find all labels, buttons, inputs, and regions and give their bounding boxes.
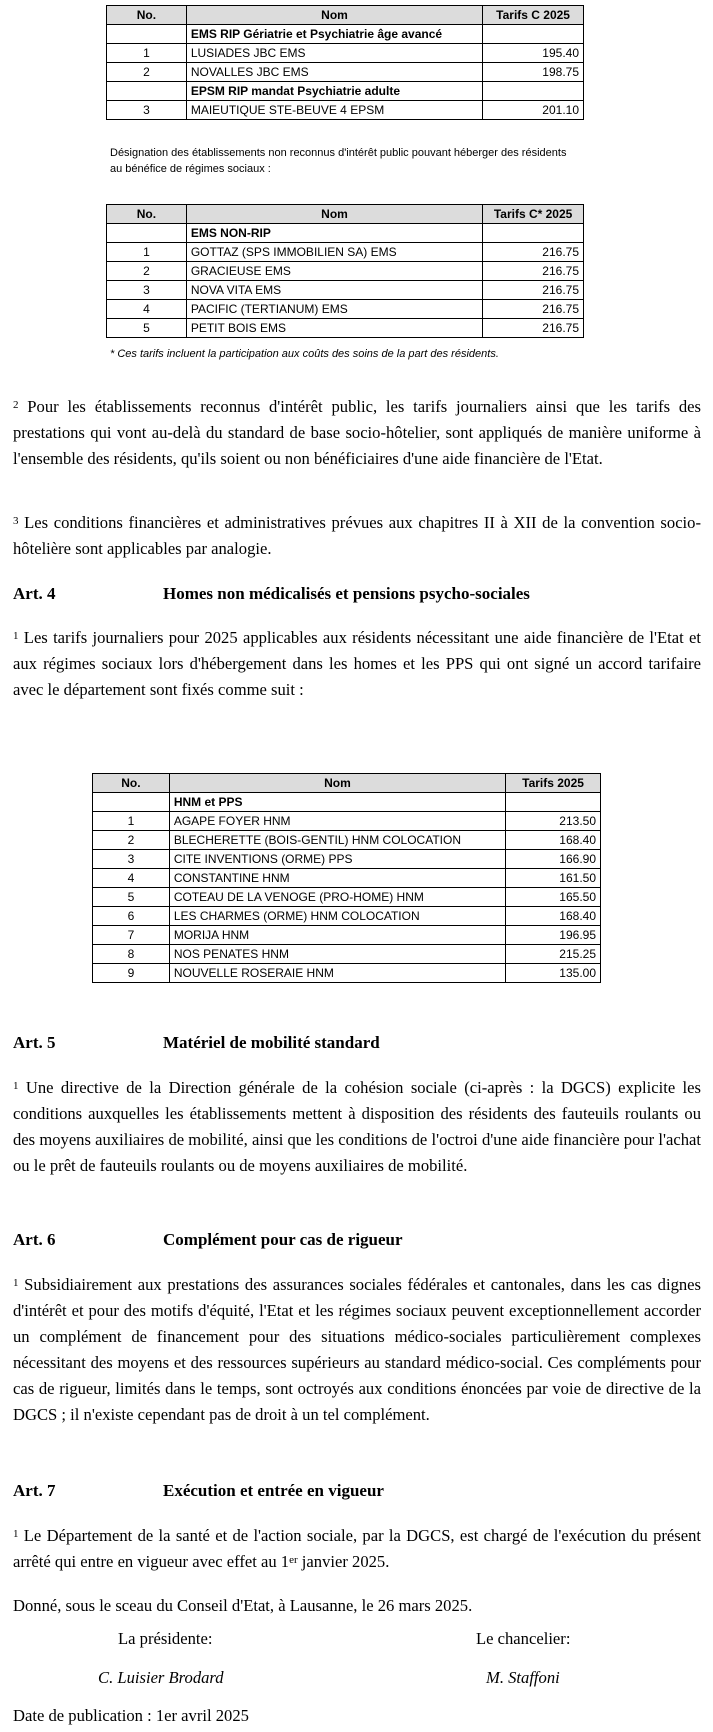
col-rate: Tarifs 2025	[506, 774, 601, 793]
table-row: 8 NOS PENATES HNM 215.25	[93, 945, 601, 964]
col-no: No.	[93, 774, 170, 793]
designation-note: Désignation des établissements non reconnus d'intérêt public pouvant héberger des résidents au bénéfice de régimes sociaux :	[110, 147, 567, 175]
ordinal-suffix: er	[289, 1554, 298, 1566]
article-title: Complément pour cas de rigueur	[163, 1230, 403, 1249]
hnm-pps-tariff-table	[92, 773, 601, 983]
article-6-paragraph-1: $^1$ Subsidiairement aux prestations des assurances sociales fédérales et cantonales, dans les cas dignes d'intérêt et pour des motifs d'équité, l'Etat et les régimes sociaux peuvent exceptionnellement accorder un complément de financement pour des situations médico-sociales particulièrement complexes nécessitant des moyens et des ressources supérieurs au standard médico-social. Ces compléments pour cas de rigueur, limités dans le temps, sont octroyés aux conditions énoncées par voie de directive de la DGCS ; il n'existe cependant pas de droit à un tel complément.	[13, 1275, 701, 1424]
table-footnote: * Ces tarifs incluent la participation aux coûts des soins de la part des résidents.	[110, 348, 499, 360]
col-rate: Tarifs C* 2025	[483, 205, 584, 224]
given-under-seal: Donné, sous le sceau du Conseil d'Etat, à Lausanne, le 26 mars 2025.	[13, 1596, 473, 1615]
table-row: 7 MORIJA HNM 196.95	[93, 926, 601, 945]
alinea-number: 1	[13, 1080, 19, 1092]
alinea-number: 3	[13, 515, 19, 527]
col-name: Nom	[186, 6, 482, 25]
signatory-left-name: C. Luisier Brodard	[98, 1668, 224, 1687]
col-no: No.	[107, 6, 187, 25]
article-7-paragraph-1: $^1$ Le Département de la santé et de l'action sociale, par la DGCS, est chargé de l'exécution du présent arrêté qui entre en vigueur avec effet au 1er janvier 2025.	[13, 1526, 701, 1571]
article-4-paragraph-1: $^1$ Les tarifs journaliers pour 2025 applicables aux résidents nécessitant une aide financière de l'Etat et aux régimes sociaux lors d'hébergement dans les homes et les PPS qui ont signé un accord tarifaire avec le département sont fixés comme suit :	[13, 628, 701, 699]
group-title: HNM et PPS	[169, 793, 505, 812]
alinea-number: 1	[13, 630, 19, 642]
table-row: 9 NOUVELLE ROSERAIE HNM 135.00	[93, 964, 601, 983]
table-row: 2 BLECHERETTE (BOIS-GENTIL) HNM COLOCATION 168.40	[93, 831, 601, 850]
signatory-left-role: La présidente:	[118, 1629, 213, 1648]
alinea-number: 1	[13, 1528, 19, 1540]
col-name: Nom	[169, 774, 505, 793]
table-row: 3 MAIEUTIQUE STE-BEUVE 4 EPSM 201.10	[107, 101, 584, 120]
paragraph-2: $^2$ Pour les établissements reconnus d'intérêt public, les tarifs journaliers ainsi que les tarifs des prestations qui vont au-delà du standard de base socio-hôtelier, sont appliqués de manière uniforme à l'ensemble des résidents, qu'ils soient ou non bénéficiaires d'une aide financière de l'Etat.	[13, 397, 701, 468]
alinea-number: 1	[13, 1277, 19, 1289]
article-title: Matériel de mobilité standard	[163, 1033, 380, 1052]
table-row: 3 CITE INVENTIONS (ORME) PPS 166.90	[93, 850, 601, 869]
article-number: Art. 4	[13, 584, 56, 603]
table-row: 2 GRACIEUSE EMS 216.75	[107, 262, 584, 281]
signatory-right-role: Le chancelier:	[476, 1629, 571, 1648]
table-row: 4 PACIFIC (TERTIANUM) EMS 216.75	[107, 300, 584, 319]
col-rate: Tarifs C 2025	[483, 6, 584, 25]
table-row: 5 COTEAU DE LA VENOGE (PRO-HOME) HNM 165.50	[93, 888, 601, 907]
article-number: Art. 6	[13, 1230, 56, 1249]
table-row: 1 LUSIADES JBC EMS 195.40	[107, 44, 584, 63]
table-row: 1 AGAPE FOYER HNM 213.50	[93, 812, 601, 831]
article-4-heading	[13, 584, 701, 608]
group-title: EMS NON-RIP	[186, 224, 482, 243]
table-row: 5 PETIT BOIS EMS 216.75	[107, 319, 584, 338]
article-number: Art. 7	[13, 1481, 56, 1500]
article-5-heading	[13, 1033, 701, 1057]
publication-date: Date de publication : 1er avril 2025	[13, 1706, 249, 1725]
article-6-heading	[13, 1230, 701, 1254]
table-row: 6 LES CHARMES (ORME) HNM COLOCATION 168.40	[93, 907, 601, 926]
rip-tariff-table	[106, 5, 584, 120]
col-no: No.	[107, 205, 187, 224]
table-row: 4 CONSTANTINE HNM 161.50	[93, 869, 601, 888]
alinea-number: 2	[13, 399, 19, 411]
signatory-right-name: M. Staffoni	[486, 1668, 560, 1687]
table-row: 1 GOTTAZ (SPS IMMOBILIEN SA) EMS 216.75	[107, 243, 584, 262]
paragraph-3: $^3$ Les conditions financières et administratives prévues aux chapitres II à XII de la convention socio- hôtelière sont applicables par analogie.	[13, 513, 701, 558]
article-title: Homes non médicalisés et pensions psycho-sociales	[163, 584, 530, 603]
group-title: EMS RIP Gériatrie et Psychiatrie âge avancé	[186, 25, 482, 44]
article-5-paragraph-1: $^1$ Une directive de la Direction générale de la cohésion sociale (ci-après : la DGCS) explicite les conditions auxquelles les établissements mettent à disposition des résidents des fauteuils roulants ou des moyens auxiliaires de mobilité, ainsi que les conditions de l'octroi d'une aide financière pour l'achat ou le prêt de fauteuils roulants ou de moyens auxiliaires de mobilité.	[13, 1078, 701, 1175]
group-title: EPSM RIP mandat Psychiatrie adulte	[186, 82, 482, 101]
article-number: Art. 5	[13, 1033, 56, 1052]
article-title: Exécution et entrée en vigueur	[163, 1481, 384, 1500]
table-row: 2 NOVALLES JBC EMS 198.75	[107, 63, 584, 82]
non-rip-tariff-table	[106, 204, 584, 338]
col-name: Nom	[186, 205, 482, 224]
article-7-heading	[13, 1481, 701, 1505]
table-row: 3 NOVA VITA EMS 216.75	[107, 281, 584, 300]
